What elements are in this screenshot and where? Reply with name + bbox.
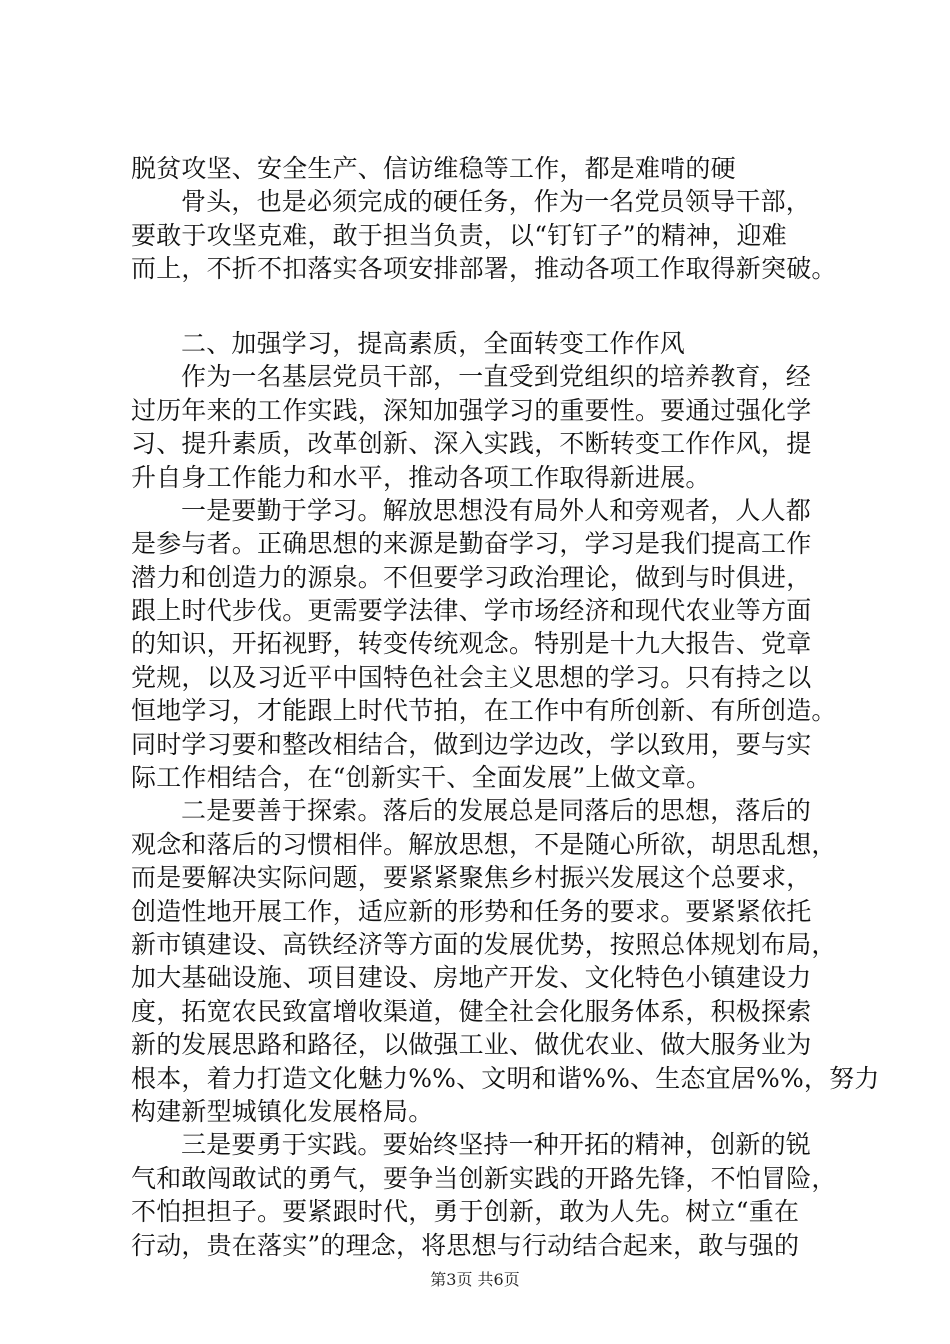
text-line: 度，拓宽农民致富增收渠道，健全社会化服务体系，积极探索: [131, 996, 812, 1026]
text-line: 潜力和创造力的源泉。不但要学习政治理论，做到与时俱进，: [131, 562, 812, 592]
text-line: 恒地学习，才能跟上时代节拍，在工作中有所创新、有所创造。: [131, 696, 837, 726]
page-number-footer: 第3页 共6页: [430, 1270, 520, 1289]
text-line: 一是要勤于学习。解放思想没有局外人和旁观者，人人都: [181, 495, 812, 525]
document-body: [131, 152, 880, 1262]
text-line: 加大基础设施、项目建设、房地产开发、文化特色小镇建设力: [131, 963, 812, 993]
text-line: 构建新型城镇化发展格局。: [131, 1096, 434, 1126]
text-line: 同时学习要和整改相结合，做到边学边改，学以致用，要与实: [131, 729, 812, 759]
text-line: 创造性地开展工作，适应新的形势和任务的要求。要紧紧依托: [131, 896, 812, 926]
text-line: 骨头，也是必须完成的硬任务，作为一名党员领导干部，: [181, 187, 812, 217]
text-line: 是参与者。正确思想的来源是勤奋学习，学习是我们提高工作: [131, 529, 812, 559]
text-line: 过历年来的工作实践，深知加强学习的重要性。要通过强化学: [131, 395, 812, 425]
text-line: 习、提升素质，改革创新、深入实践，不断转变工作作风，提: [131, 429, 812, 459]
section-one: [131, 152, 851, 286]
paragraph-gap-small: [131, 319, 851, 327]
text-line: 观念和落后的习惯相伴。解放思想，不是随心所欲，胡思乱想，: [131, 829, 837, 859]
text-line: 新的发展思路和路径，以做强工业、做优农业、做大服务业为: [131, 1030, 812, 1060]
section-heading: 二、加强学习，提高素质，全面转变工作作风: [181, 328, 686, 358]
text-line: 气和敢闯敢试的勇气，要争当创新实践的开路先锋，不怕冒险，: [131, 1163, 837, 1193]
text-line: 脱贫攻坚、安全生产、信访维稳等工作，都是难啃的硬: [131, 154, 736, 183]
text-line: 新市镇建设、高铁经济等方面的发展优势，按照总体规划布局，: [131, 929, 837, 959]
text-line: 而上，不折不扣落实各项安排部署，推动各项工作取得新突破。: [131, 254, 837, 284]
text-line: 而是要解决实际问题，要紧紧聚焦乡村振兴发展这个总要求，: [131, 863, 812, 893]
section-two: [131, 360, 880, 1262]
text-line: 不怕担担子。要紧跟时代，勇于创新，敢为人先。树立“重在: [131, 1197, 800, 1227]
paragraph-gap: [131, 286, 851, 319]
text-line: 的知识，开拓视野，转变传统观念。特别是十九大报告、党章: [131, 629, 812, 659]
text-line: 二是要善于探索。落后的发展总是同落后的思想，落后的: [181, 796, 812, 826]
text-line: 际工作相结合，在“创新实干、全面发展”上做文章。: [131, 763, 712, 793]
text-line: 升自身工作能力和水平，推动各项工作取得新进展。: [131, 462, 711, 492]
text-line: 党规，以及习近平中国特色社会主义思想的学习。只有持之以: [131, 662, 812, 692]
text-line: 三是要勇于实践。要始终坚持一种开拓的精神，创新的锐: [181, 1130, 812, 1160]
text-line: 根本，着力打造文化魅力%%、文明和谐%%、生态宜居%%，努力: [131, 1063, 880, 1093]
text-line: 作为一名基层党员干部，一直受到党组织的培养教育，经: [181, 362, 812, 392]
text-line: 要敢于攻坚克难，敢于担当负责，以“钉钉子”的精神，迎难: [131, 220, 787, 250]
text-line: 行动，贵在落实”的理念，将思想与行动结合起来，敢与强的: [131, 1230, 800, 1260]
text-line: 跟上时代步伐。更需要学法律、学市场经济和现代农业等方面: [131, 596, 812, 626]
